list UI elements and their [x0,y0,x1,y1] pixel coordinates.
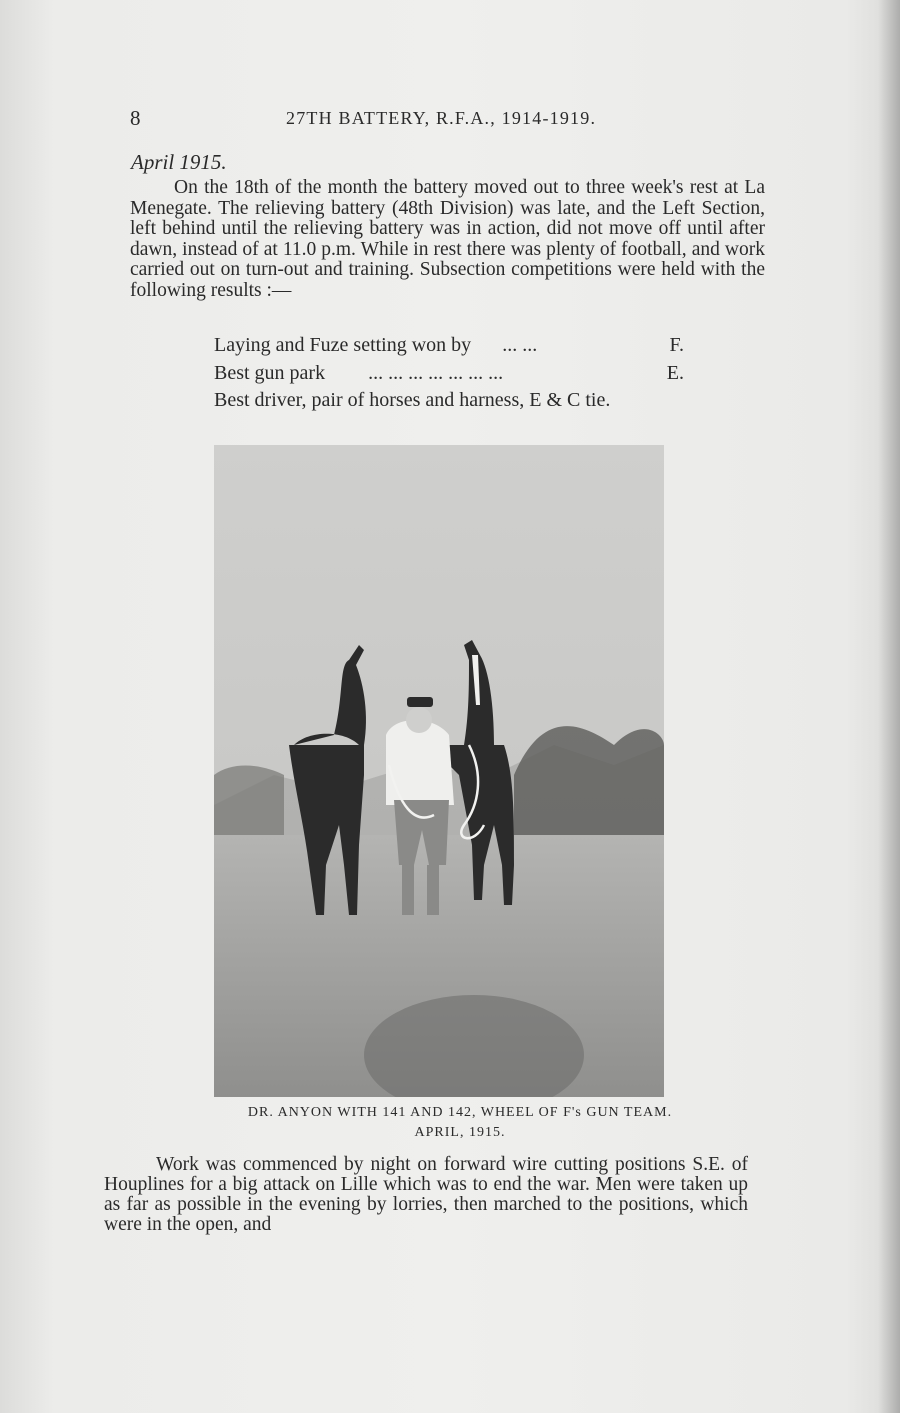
caption-date: APRIL, 1915. [414,1125,506,1140]
result-label: Best driver, pair of horses and harness, E & C tie. [214,389,611,411]
result-dots: ... ... ... ... ... ... ... [368,361,504,384]
result-row-laying [214,332,684,360]
paragraph-text: Work was commenced by night on forward wire cutting positions S.E. of Houplines for a big attack on Lille which was to end the war. Men were taken up as far as possible in the evening by lorries, then marched to the positions, which were in the open, and [104,1154,748,1235]
caption-line: DR. ANYON WITH 141 AND 142, WHEEL OF F's GUN TEAM. [247,1105,673,1120]
result-dots: ... ... [502,334,538,356]
result-value: E. [666,361,684,384]
page-number: 8 [130,106,141,130]
photograph-horses [214,445,664,1097]
result-row-gun-park [214,360,684,388]
page-header [130,106,610,136]
photo-caption [160,1103,760,1143]
page-edge-shadow [878,0,900,1413]
paragraph-wire-cutting [104,1155,748,1235]
result-label: Laying and Fuze setting won by [214,334,472,356]
paragraph-rest-period [130,178,765,302]
result-label: Best gun park [214,361,326,384]
photo-illustration [214,445,664,1097]
competition-results [214,332,684,415]
result-row-driver [214,387,684,415]
result-value: F. [669,334,684,356]
running-head: 27TH BATTERY, R.F.A., 1914-1919. [286,108,597,128]
date-heading: April 1915. [131,150,227,174]
paragraph-text: On the 18th of the month the battery moved out to three week's rest at La Menegate. The relieving battery (48th Division) was late, and the Left Section, left behind until the relieving battery was in action, did not move off until after dawn, instead of at 11.0 p.m. While in rest there was plenty of football, and work carried out on turn-out and training. Subsection competitions were held with the following results :— [130,177,765,301]
